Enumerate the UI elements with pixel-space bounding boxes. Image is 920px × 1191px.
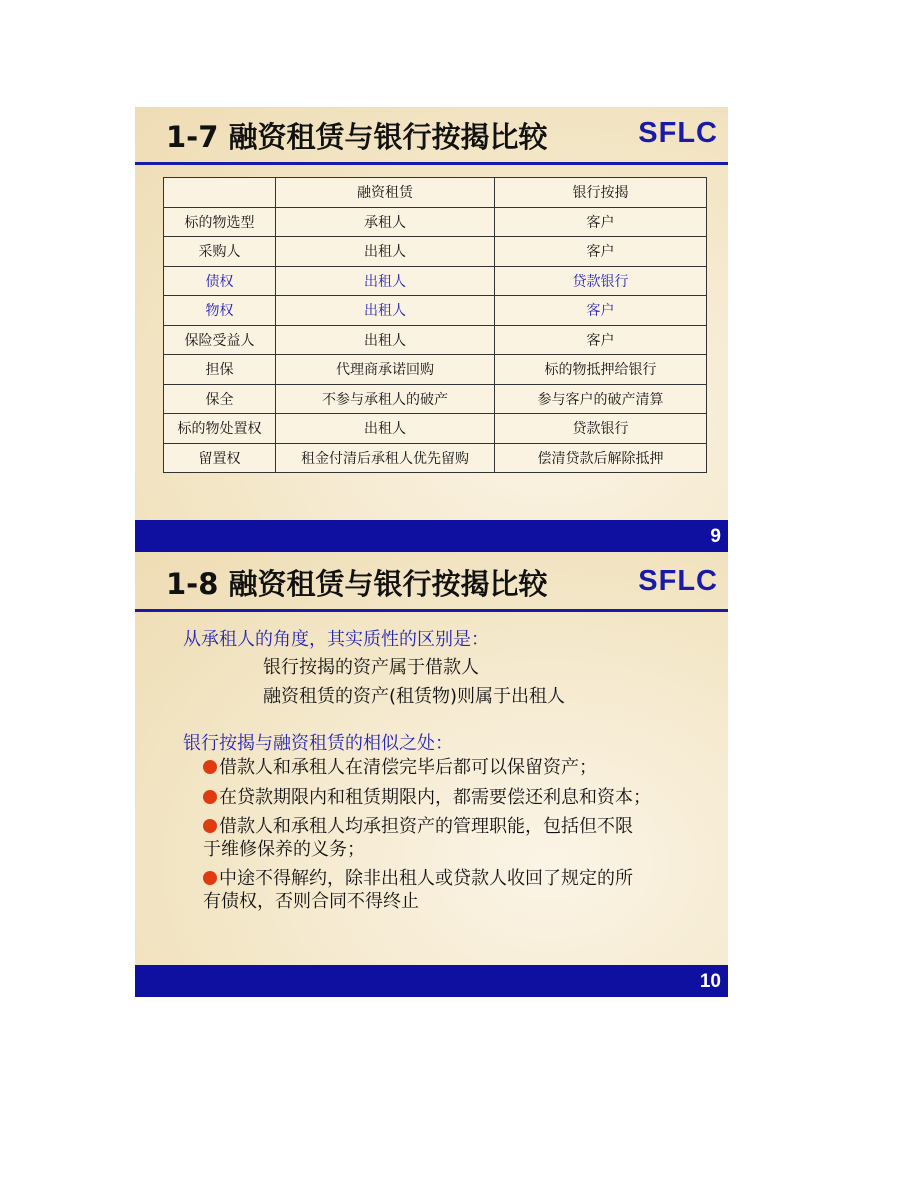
header-cell: 融资租赁: [276, 178, 495, 208]
table-cell: 出租人: [276, 237, 495, 267]
table-cell: 保险受益人: [164, 325, 276, 355]
bullet-dot-icon: [203, 790, 217, 804]
table-cell: 出租人: [276, 414, 495, 444]
table-cell: 客户: [495, 296, 707, 326]
page-number: 10: [699, 971, 721, 992]
table-cell: 贷款银行: [495, 414, 707, 444]
title-rule: [135, 162, 728, 165]
list-item-continuation: 有债权，否则合同不得终止: [203, 891, 419, 912]
table-cell: 出租人: [276, 296, 495, 326]
page-number: 9: [710, 526, 721, 547]
table-cell: 贷款银行: [495, 266, 707, 296]
table-row: [164, 296, 707, 326]
table-cell: 债权: [164, 266, 276, 296]
table-row: [164, 443, 707, 473]
table-cell: 保全: [164, 384, 276, 414]
table-cell: 不参与承租人的破产: [276, 384, 495, 414]
table-cell: 偿清贷款后解除抵押: [495, 443, 707, 473]
comparison-table: [163, 177, 707, 473]
table-cell: 客户: [495, 207, 707, 237]
slide-title: 1-7 融资租赁与银行按揭比较: [166, 120, 548, 154]
table-cell: 参与客户的破产清算: [495, 384, 707, 414]
table-cell: 采购人: [164, 237, 276, 267]
table-cell: 客户: [495, 325, 707, 355]
table-row: [164, 237, 707, 267]
table-row: [164, 355, 707, 385]
table-row: [164, 207, 707, 237]
sflc-logo: SFLC: [638, 117, 718, 149]
table-cell: 代理商承诺回购: [276, 355, 495, 385]
table-row: [164, 384, 707, 414]
slide-title: 1-8 融资租赁与银行按揭比较: [166, 567, 548, 601]
slide-footer-bar: [135, 965, 728, 997]
section-heading: 银行按揭与融资租赁的相似之处：: [183, 733, 453, 754]
slide-9: [135, 107, 728, 552]
table-row: [164, 325, 707, 355]
table-row: [164, 414, 707, 444]
table-row: [164, 266, 707, 296]
bullet-dot-icon: [203, 760, 217, 774]
list-item: 借款人和承租人在清偿完毕后都可以保留资产；: [203, 756, 597, 780]
sflc-logo: SFLC: [638, 565, 718, 597]
table-cell: 担保: [164, 355, 276, 385]
table-cell: 标的物抵押给银行: [495, 355, 707, 385]
list-item: 中途不得解约，除非出租人或贷款人收回了规定的所: [203, 867, 633, 891]
list-item-continuation: 于维修保养的义务；: [203, 839, 365, 860]
table-cell: 出租人: [276, 266, 495, 296]
list-item: 借款人和承租人均承担资产的管理职能，包括但不限: [203, 815, 633, 839]
table-cell: 租金付清后承租人优先留购: [276, 443, 495, 473]
table-cell: 出租人: [276, 325, 495, 355]
difference-line: 融资租赁的资产(租赁物)则属于出租人: [263, 686, 566, 707]
header-cell: [164, 178, 276, 208]
table-cell: 留置权: [164, 443, 276, 473]
slide-footer-bar: [135, 520, 728, 552]
table-cell: 物权: [164, 296, 276, 326]
difference-line: 银行按揭的资产属于借款人: [263, 657, 479, 678]
table-cell: 标的物处置权: [164, 414, 276, 444]
table-cell: 承租人: [276, 207, 495, 237]
section-heading: 从承租人的角度，其实质性的区别是：: [183, 629, 489, 650]
table-cell: 标的物选型: [164, 207, 276, 237]
bullet-dot-icon: [203, 819, 217, 833]
slide-10: [135, 552, 728, 997]
table-cell: 客户: [495, 237, 707, 267]
table-header-row: [164, 178, 707, 208]
list-item: 在贷款期限内和租赁期限内，都需要偿还利息和资本；: [203, 786, 651, 810]
slide-body: [135, 552, 728, 952]
header-cell: 银行按揭: [495, 178, 707, 208]
bullet-dot-icon: [203, 871, 217, 885]
